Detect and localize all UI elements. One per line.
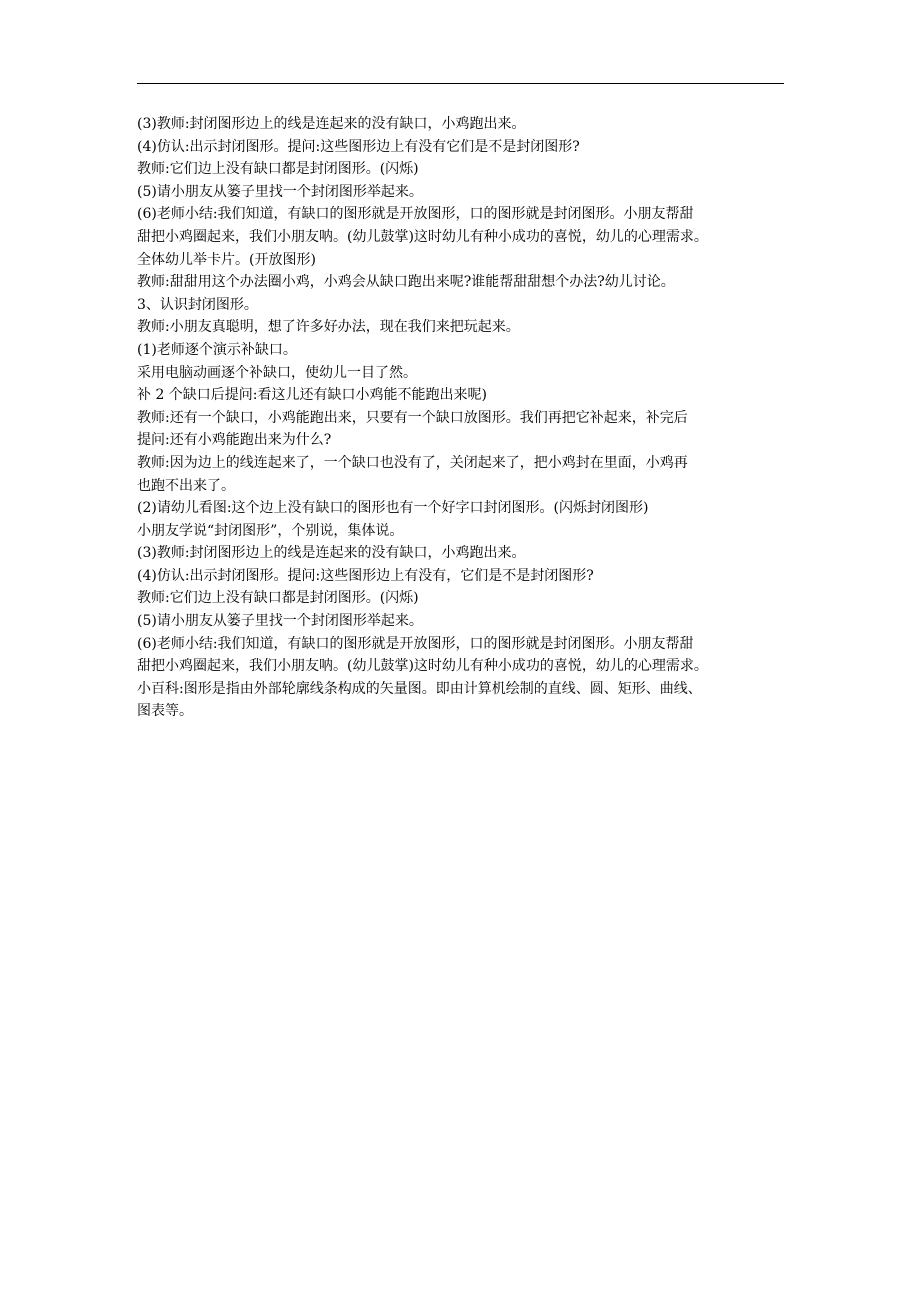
text-line: (6)老师小结:我们知道，有缺口的图形就是开放图形，口的图形就是封闭图形。小朋友帮甜	[137, 635, 694, 652]
header-rule	[137, 83, 784, 84]
text-line: 小百科:图形是指由外部轮廓线条构成的矢量图。即由计算机绘制的直线、圆、矩形、曲线、	[137, 680, 702, 697]
text-line: 也跑不出来了。	[137, 477, 235, 494]
text-line: (5)请小朋友从篓子里找一个封闭图形举起来。	[137, 183, 423, 200]
text-line: 教师:它们边上没有缺口都是封闭图形。(闪烁)	[137, 590, 419, 607]
text-line: (4)仿认:出示封闭图形。提问:这些图形边上有没有，它们是不是封闭图形?	[137, 567, 594, 584]
document-body	[137, 113, 797, 723]
text-line: 图表等。	[137, 703, 193, 720]
text-line: (2)请幼儿看图:这个边上没有缺口的图形也有一个好字口封闭图形。(闪烁封闭图形)	[137, 500, 649, 517]
text-line: (4)仿认:出示封闭图形。提问:这些图形边上有没有它们是不是封闭图形?	[137, 138, 580, 155]
text-line: 教师:甜甜用这个办法圈小鸡，小鸡会从缺口跑出来呢?谁能帮甜甜想个办法?幼儿讨论。	[137, 274, 675, 291]
text-line: 教师:因为边上的线连起来了，一个缺口也没有了，关闭起来了，把小鸡封在里面，小鸡再	[137, 454, 688, 471]
text-line: 补 2 个缺口后提问:看这儿还有缺口小鸡能不能跑出来呢)	[137, 387, 487, 404]
text-line: 小朋友学说“封闭图形”，个别说，集体说。	[137, 522, 404, 539]
text-line: 全体幼儿举卡片。(开放图形)	[137, 251, 316, 268]
section-heading: 3、认识封闭图形。	[137, 296, 258, 313]
text-line: (6)老师小结:我们知道，有缺口的图形就是开放图形，口的图形就是封闭图形。小朋友帮甜	[137, 206, 694, 223]
text-line: 教师:还有一个缺口，小鸡能跑出来，只要有一个缺口放图形。我们再把它补起来，补完后	[137, 409, 688, 426]
text-line: (3)教师:封闭图形边上的线是连起来的没有缺口，小鸡跑出来。	[137, 116, 526, 132]
text-line: (1)老师逐个演示补缺口。	[137, 341, 297, 358]
text-line: 教师:小朋友真聪明，想了许多好办法，现在我们来把玩起来。	[137, 319, 520, 336]
text-line: 教师:它们边上没有缺口都是封闭图形。(闪烁)	[137, 161, 419, 178]
text-line: (5)请小朋友从篓子里找一个封闭图形举起来。	[137, 613, 423, 630]
text-line: 甜把小鸡圈起来，我们小朋友呐。(幼儿鼓掌)这时幼儿有种小成功的喜悦，幼儿的心理需求。	[137, 658, 708, 675]
text-line: 提问:还有小鸡能跑出来为什么?	[137, 432, 332, 449]
text-line: (3)教师:封闭图形边上的线是连起来的没有缺口，小鸡跑出来。	[137, 545, 526, 562]
text-line: 甜把小鸡圈起来，我们小朋友呐。(幼儿鼓掌)这时幼儿有种小成功的喜悦，幼儿的心理需求。	[137, 228, 708, 245]
text-line: 采用电脑动画逐个补缺口，使幼儿一目了然。	[137, 364, 417, 381]
